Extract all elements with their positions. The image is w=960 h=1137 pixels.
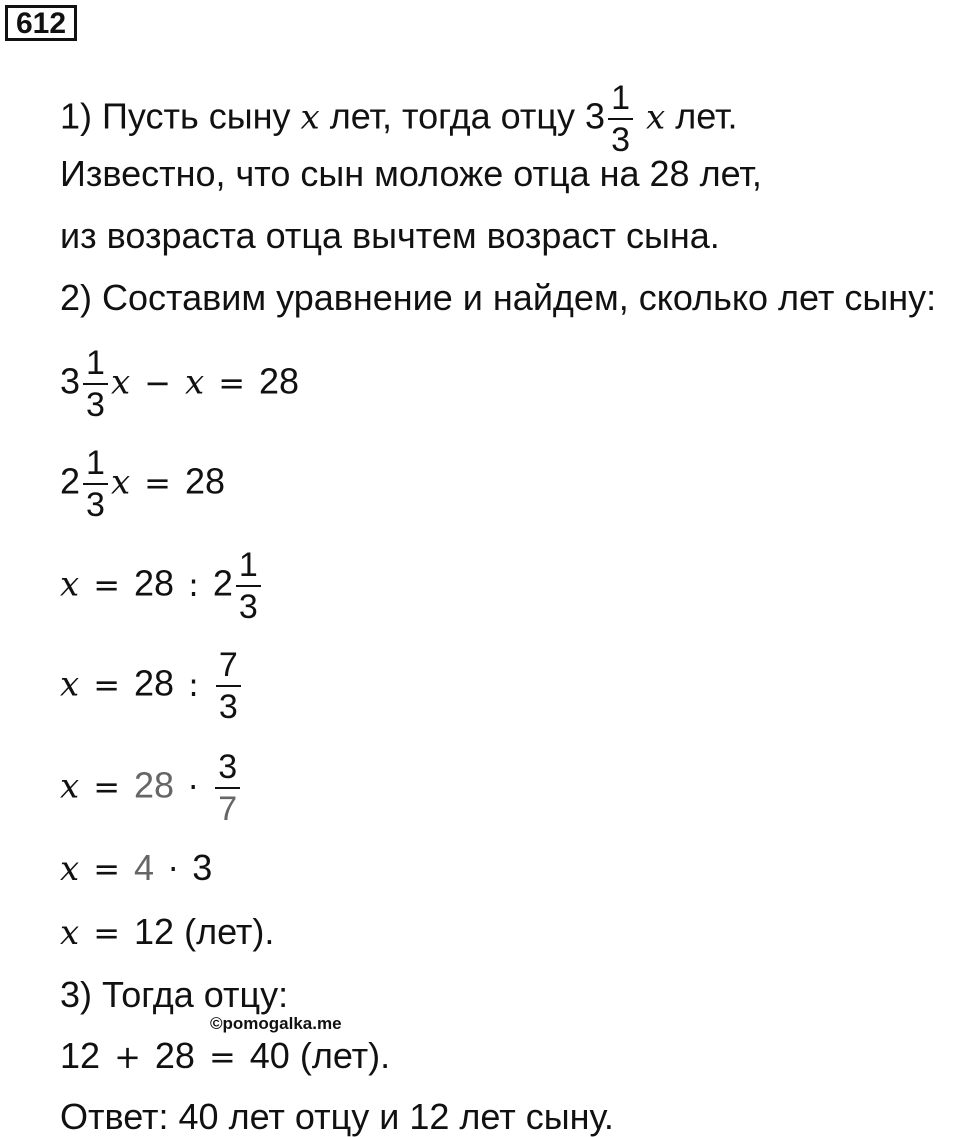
fraction-numerator: 7 — [216, 645, 241, 687]
var-x: x — [184, 362, 205, 403]
var-x: x — [60, 766, 80, 807]
equals-sign: = — [218, 363, 245, 402]
equation-6 — [60, 848, 212, 889]
mixed-whole: 3 — [60, 360, 81, 402]
equation-8 — [60, 1036, 390, 1077]
step-1-mid: лет, тогда отцу — [329, 95, 576, 137]
fraction-numerator: 1 — [608, 78, 633, 120]
equation-1 — [60, 343, 299, 425]
text-subtract: из возраста отца вычтем возраст сына. — [60, 215, 720, 256]
minus-sign: − — [144, 363, 171, 402]
addend: 28 — [154, 1035, 195, 1076]
fraction-denominator: 3 — [86, 386, 105, 424]
dividend: 28 — [134, 562, 175, 604]
var-x: x — [60, 849, 80, 889]
division-sign: : — [188, 565, 199, 604]
reduced-factor: 4 — [134, 847, 155, 888]
factor: 3 — [192, 847, 213, 888]
var-x: x — [110, 362, 131, 403]
rhs: 28 — [184, 460, 226, 502]
equals-sign: = — [93, 665, 121, 704]
var-x: x — [110, 462, 131, 503]
equation-2 — [60, 443, 225, 525]
var-x: x — [60, 913, 80, 953]
fraction-denominator: 3 — [86, 486, 105, 524]
var-x: x — [60, 664, 80, 705]
var-x: x — [60, 564, 80, 605]
fraction-numerator: 1 — [83, 343, 108, 385]
step-3-title: 3) Тогда отцу: — [60, 974, 289, 1015]
equals-sign: = — [93, 850, 121, 888]
reduced-factor: 28 — [134, 764, 175, 806]
fraction — [608, 78, 633, 160]
step-2-title: 2) Составим уравнение и найдем, сколько лет сыну: — [60, 277, 937, 318]
equation-5 — [60, 747, 243, 829]
fraction-denominator: 7 — [218, 790, 238, 828]
division-sign: : — [188, 665, 199, 704]
fraction — [216, 645, 241, 727]
fraction — [236, 545, 261, 627]
multiply-sign: · — [188, 767, 199, 806]
fraction-denominator: 3 — [218, 688, 238, 726]
multiply-sign: · — [168, 850, 179, 888]
equation-4 — [60, 645, 244, 727]
fraction — [83, 443, 108, 525]
fraction — [83, 343, 108, 425]
addend: 12 — [60, 1035, 101, 1076]
mixed-whole: 3 — [585, 95, 606, 137]
problem-number: 612 — [5, 5, 77, 41]
dividend: 28 — [134, 662, 175, 704]
watermark: ©pomogalka.me — [210, 1014, 342, 1033]
var-x: x — [300, 97, 320, 138]
answer: Ответ: 40 лет отцу и 12 лет сыну. — [60, 1096, 614, 1137]
fraction-denominator: 3 — [611, 121, 630, 159]
rhs: 12 (лет). — [134, 911, 275, 952]
equals-sign: = — [93, 914, 121, 952]
step-1-line — [60, 78, 738, 160]
fraction-numerator: 1 — [83, 443, 108, 485]
step-1-prefix: 1) Пусть сыну — [60, 95, 291, 137]
mixed-whole: 2 — [212, 562, 233, 604]
fraction-numerator: 3 — [215, 747, 240, 789]
rhs: 28 — [259, 360, 300, 402]
fraction — [215, 747, 240, 829]
var-x: x — [646, 97, 666, 138]
fraction-numerator: 1 — [236, 545, 261, 587]
equation-3 — [60, 545, 264, 627]
fraction-denominator: 3 — [238, 588, 258, 626]
equation-7 — [60, 912, 274, 953]
step-1-suffix: лет. — [675, 95, 738, 137]
equals-sign: = — [93, 565, 121, 604]
plus-sign: + — [114, 1038, 141, 1076]
text-known: Известно, что сын моложе отца на 28 лет, — [60, 153, 762, 194]
rhs: 40 (лет). — [249, 1035, 391, 1076]
equals-sign: = — [144, 463, 171, 502]
equals-sign: = — [93, 767, 121, 806]
mixed-whole: 2 — [60, 460, 81, 502]
equals-sign: = — [208, 1038, 236, 1076]
